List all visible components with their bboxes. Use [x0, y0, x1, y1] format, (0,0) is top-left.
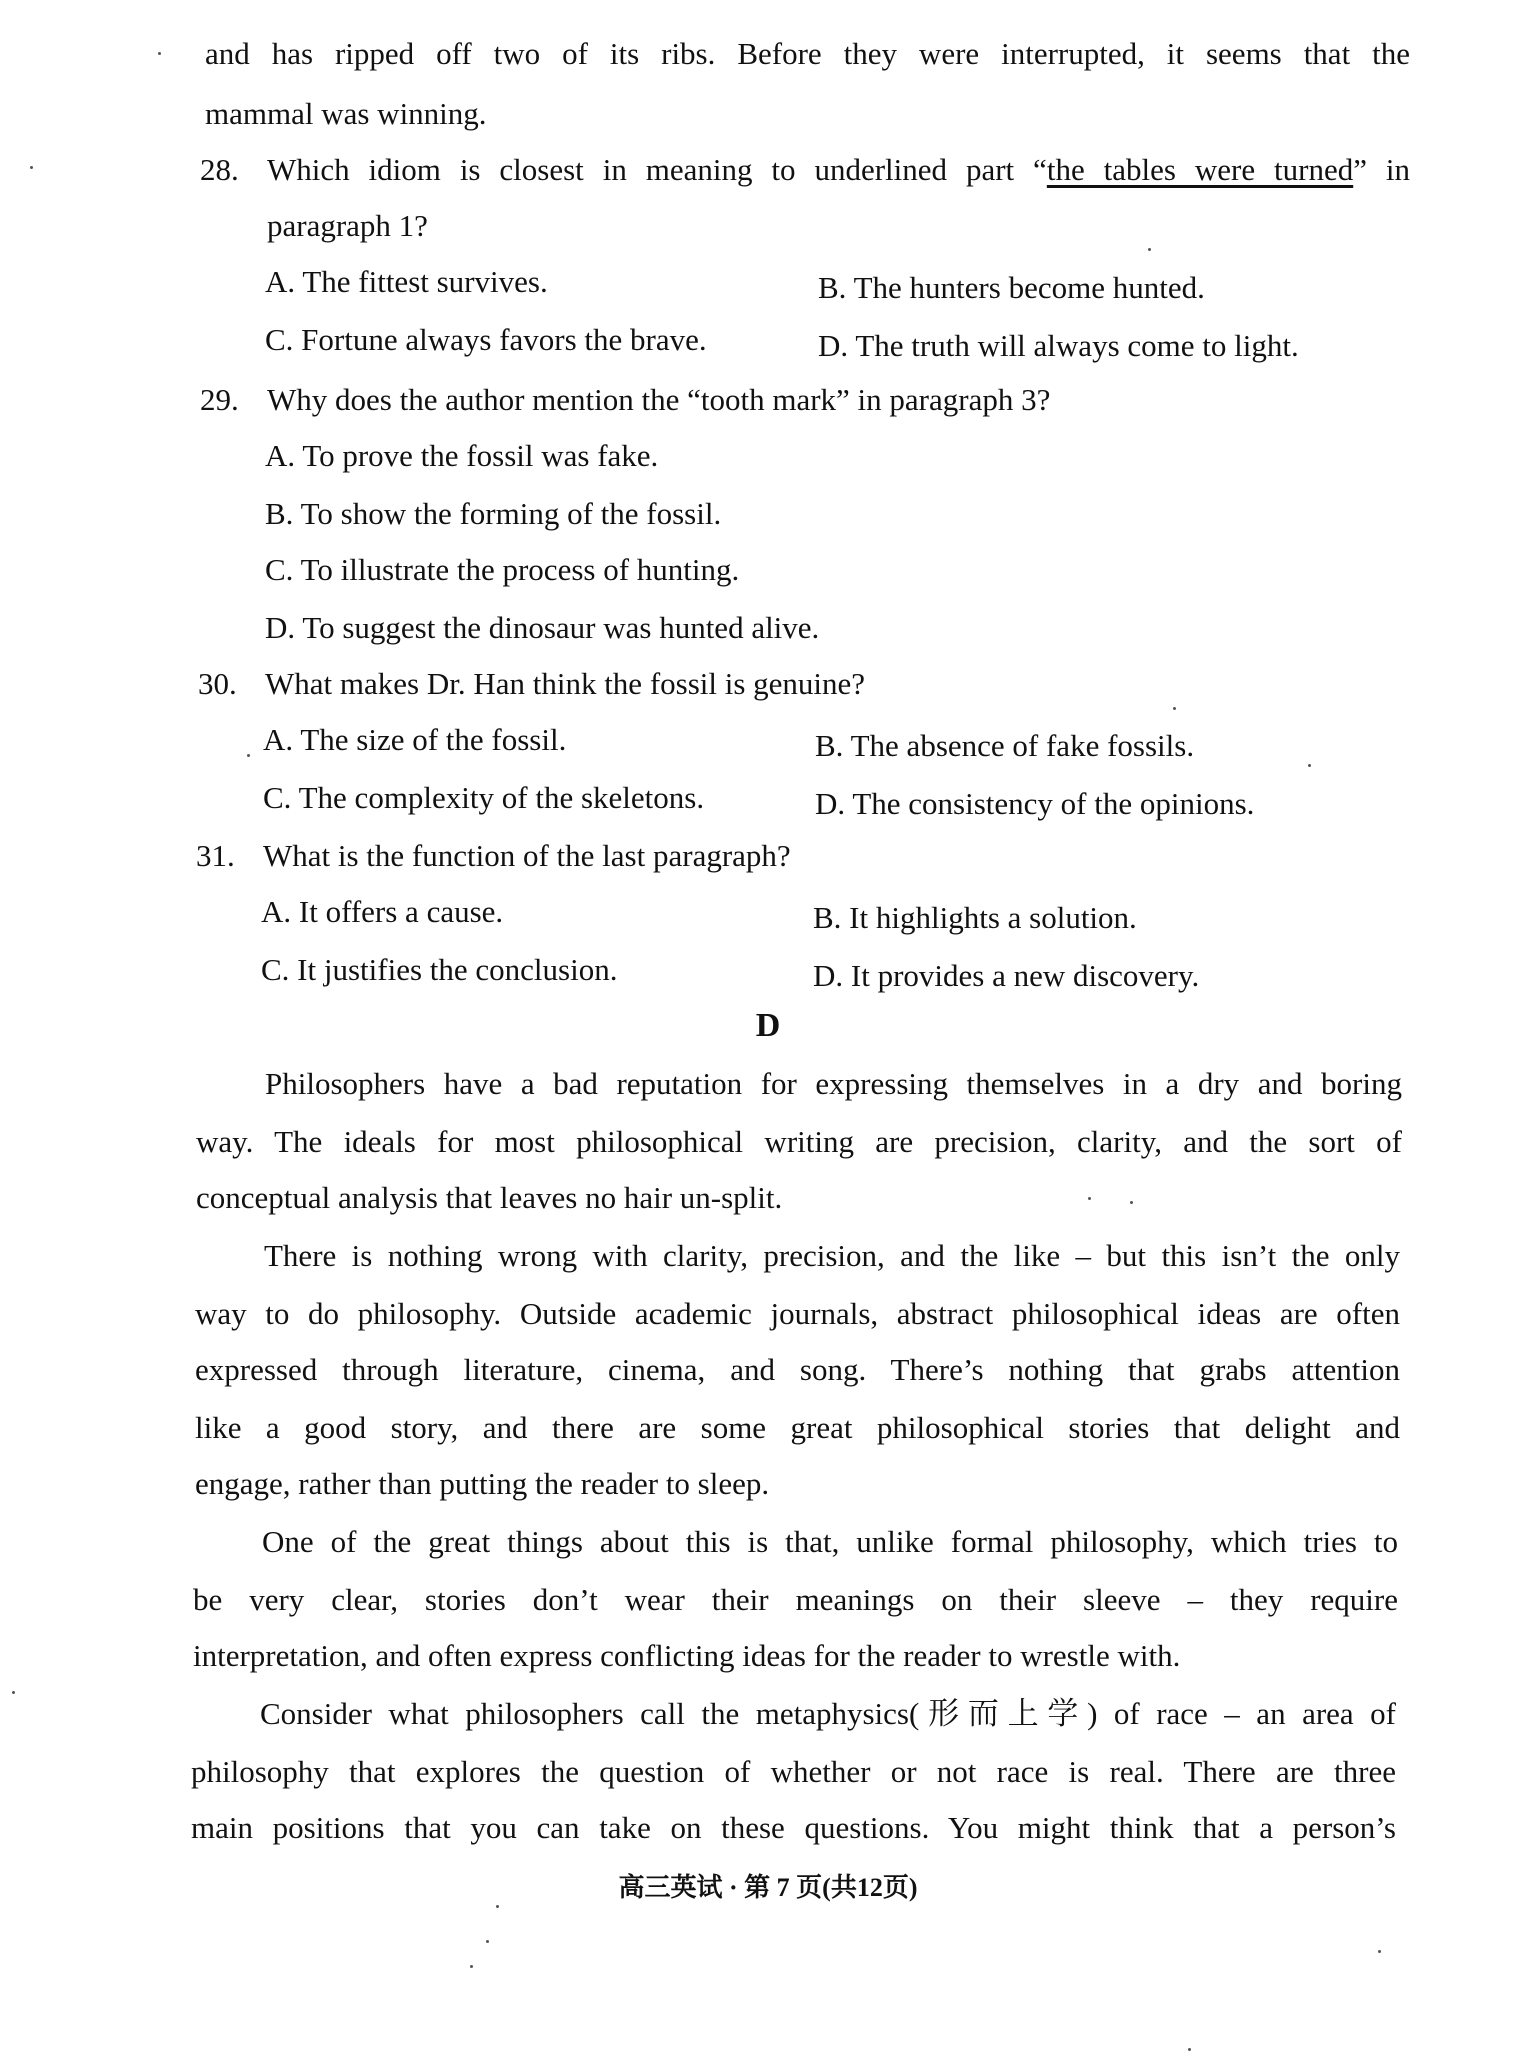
- question-28-stem-line-2: paragraph 1?: [267, 208, 428, 243]
- question-31-stem: What is the function of the last paragraph?: [263, 838, 791, 873]
- scan-speck: [247, 754, 250, 757]
- scan-speck: [1130, 1201, 1133, 1204]
- paragraph-1-line-3: conceptual analysis that leaves no hair un-split.: [196, 1180, 783, 1215]
- paragraph-2-line-4: like a good story, and there are some great philosophical stories that delight and: [195, 1410, 1400, 1445]
- scan-speck: [470, 1965, 473, 1968]
- scan-speck: [1188, 2048, 1191, 2051]
- question-31-number: 31.: [196, 838, 235, 873]
- scan-speck: [496, 1905, 499, 1908]
- scan-speck: [1378, 1950, 1381, 1953]
- paragraph-4-line-2: philosophy that explores the question of whether or not race is real. There are three: [191, 1754, 1396, 1789]
- paragraph-2-line-1: There is nothing wrong with clarity, precision, and the like – but this isn’t the only: [264, 1238, 1400, 1273]
- continuation-line-2: mammal was winning.: [205, 96, 487, 131]
- question-30-stem: What makes Dr. Han think the fossil is genuine?: [265, 666, 866, 701]
- question-30-option-c[interactable]: C. The complexity of the skeletons.: [263, 780, 705, 815]
- question-31-option-a[interactable]: A. It offers a cause.: [261, 894, 504, 929]
- paragraph-3-line-2: be very clear, stories don’t wear their meanings on their sleeve – they require: [193, 1582, 1398, 1617]
- question-28-option-c[interactable]: C. Fortune always favors the brave.: [265, 322, 707, 357]
- question-30-number: 30.: [198, 666, 237, 701]
- section-d-title: D: [755, 1007, 781, 1044]
- question-28-stem-before: Which idiom is closest in meaning to underlined part “: [267, 152, 1047, 187]
- paragraph-3-line-3: interpretation, and often express conflicting ideas for the reader to wrestle with.: [193, 1638, 1181, 1673]
- question-28-stem-line-1: [267, 150, 1410, 190]
- question-31-option-d[interactable]: D. It provides a new discovery.: [813, 958, 1200, 993]
- paragraph-3-line-1: One of the great things about this is that, unlike formal philosophy, which tries to: [262, 1524, 1398, 1559]
- scan-speck: [1308, 764, 1311, 767]
- scan-speck: [30, 166, 33, 169]
- scan-speck: [486, 1940, 489, 1943]
- question-29-option-d[interactable]: D. To suggest the dinosaur was hunted alive.: [265, 610, 820, 645]
- paragraph-2-line-5: engage, rather than putting the reader to sleep.: [195, 1466, 770, 1501]
- scan-speck: [158, 52, 161, 55]
- paragraph-4-line-1: Consider what philosophers call the metaphysics(形而上学) of race – an area of: [260, 1696, 1396, 1731]
- question-29-stem: Why does the author mention the “tooth mark” in paragraph 3?: [267, 382, 1051, 417]
- scan-speck: [1148, 248, 1151, 251]
- question-29-number: 29.: [200, 382, 239, 417]
- question-28-option-b[interactable]: B. The hunters become hunted.: [818, 270, 1205, 305]
- question-28-stem-after: ” in: [1353, 152, 1410, 187]
- continuation-line-1: and has ripped off two of its ribs. Before they were interrupted, it seems that the: [205, 36, 1410, 71]
- question-30-option-d[interactable]: D. The consistency of the opinions.: [815, 786, 1255, 821]
- scan-speck: [1088, 1197, 1091, 1200]
- scan-speck: [1173, 707, 1176, 710]
- question-28-number: 28.: [200, 152, 239, 187]
- question-28-underlined-phrase: the tables were turned: [1046, 152, 1354, 187]
- question-28-option-a[interactable]: A. The fittest survives.: [265, 264, 548, 299]
- paragraph-2-line-2: way to do philosophy. Outside academic journals, abstract philosophical ideas are often: [195, 1296, 1400, 1331]
- scan-speck: [12, 1691, 15, 1694]
- question-29-option-b[interactable]: B. To show the forming of the fossil.: [265, 496, 722, 531]
- paragraph-1-line-2: way. The ideals for most philosophical writing are precision, clarity, and the sort of: [196, 1124, 1402, 1159]
- paragraph-2-line-3: expressed through literature, cinema, and song. There’s nothing that grabs attention: [195, 1352, 1400, 1387]
- question-31-option-c[interactable]: C. It justifies the conclusion.: [261, 952, 618, 987]
- question-30-option-a[interactable]: A. The size of the fossil.: [263, 722, 567, 757]
- question-29-option-a[interactable]: A. To prove the fossil was fake.: [265, 438, 659, 473]
- paragraph-4-line-3: main positions that you can take on these questions. You might think that a person’s: [191, 1810, 1396, 1845]
- paragraph-1-line-1: Philosophers have a bad reputation for expressing themselves in a dry and boring: [265, 1066, 1402, 1101]
- question-30-option-b[interactable]: B. The absence of fake fossils.: [815, 728, 1195, 763]
- page-footer: 高三英试 · 第 7 页(共12页): [618, 1873, 918, 1902]
- question-31-option-b[interactable]: B. It highlights a solution.: [813, 900, 1137, 935]
- question-28-option-d[interactable]: D. The truth will always come to light.: [818, 328, 1299, 363]
- question-29-option-c[interactable]: C. To illustrate the process of hunting.: [265, 552, 740, 587]
